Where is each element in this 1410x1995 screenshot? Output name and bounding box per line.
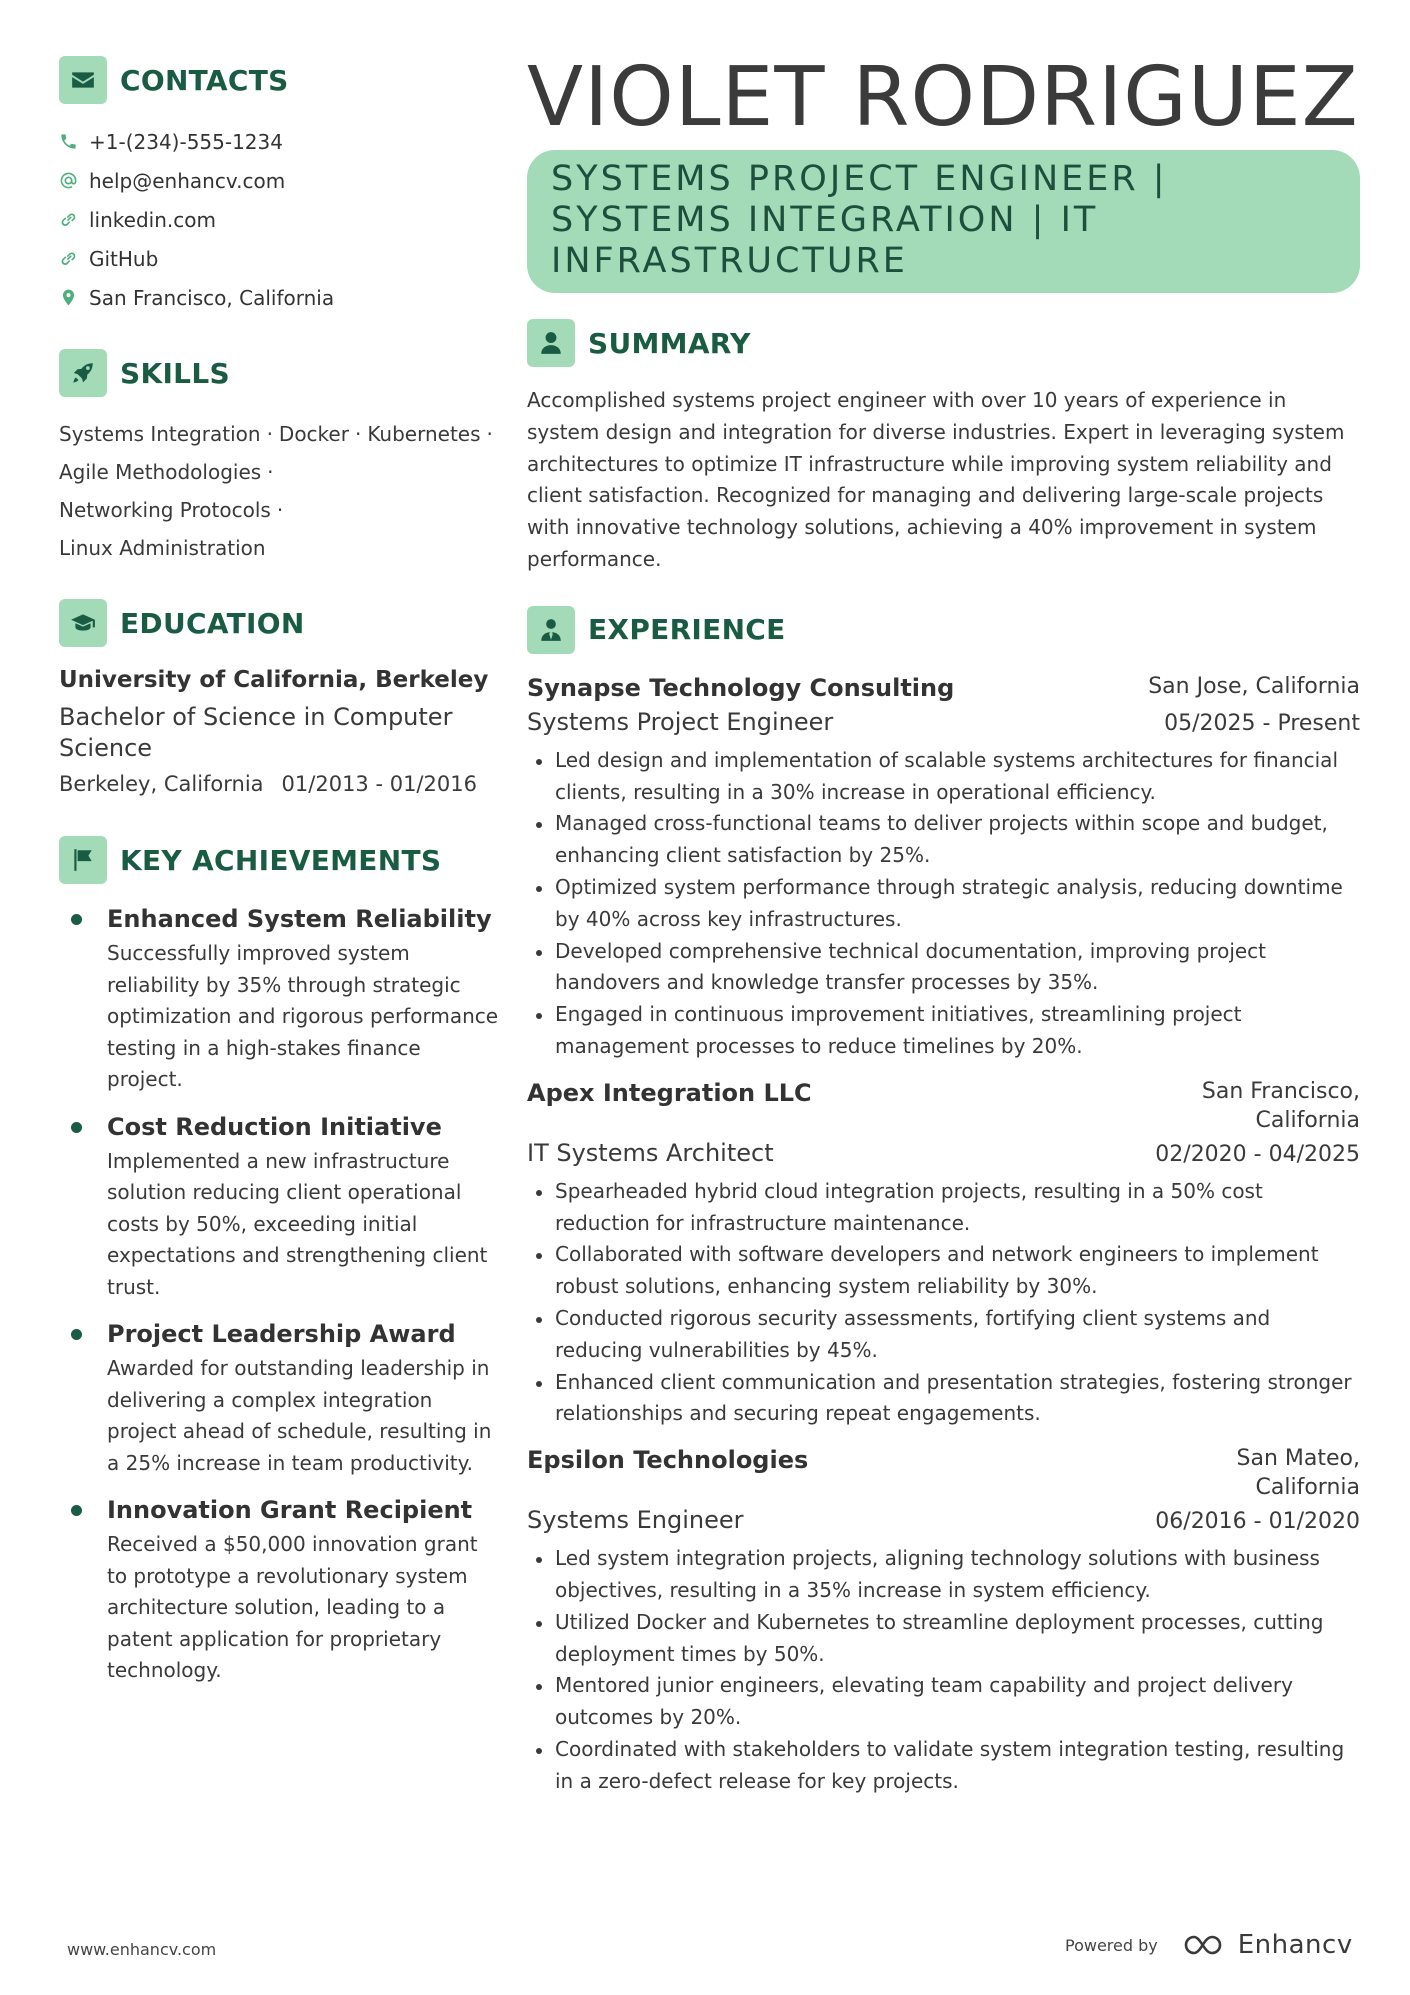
- experience-title: EXPERIENCE: [588, 613, 786, 647]
- user-icon: [527, 319, 575, 367]
- phone-icon: [59, 132, 89, 151]
- bullet-icon: [59, 1493, 107, 1687]
- education-header: [59, 599, 499, 647]
- achievement-item: [59, 1493, 499, 1687]
- job-bullet: Optimized system performance through strategic analysis, reducing downtime by 40% across key infrastructures.: [527, 872, 1360, 936]
- contact-linkedin-text: linkedin.com: [89, 207, 216, 232]
- skills-list: [59, 415, 499, 567]
- job-location: San Mateo, California: [1236, 1446, 1360, 1501]
- job-bullet: Engaged in continuous improvement initiatives, streamlining project management processes to reduce timelines by 20%.: [527, 999, 1360, 1063]
- skill-separator: ·: [266, 422, 273, 446]
- job-role: Systems Engineer: [527, 1506, 744, 1535]
- skills-line: [59, 415, 499, 453]
- job-bullet: Led system integration projects, aligning technology solutions with business objectives, resulting in a 35% increase in system efficiency.: [527, 1543, 1360, 1607]
- job-entry: [527, 1077, 1360, 1430]
- edu-location: Berkeley, California: [59, 772, 264, 796]
- achievement-item: [59, 1317, 499, 1479]
- job-dates: 06/2016 - 01/2020: [1155, 1509, 1360, 1535]
- job-location: San Jose, California: [1148, 673, 1360, 699]
- achievement-desc: Implemented a new infrastructure solution reducing client operational costs by 50%, exceeding initial expectations and strengthening client trust.: [107, 1148, 488, 1299]
- skills-line: [59, 453, 499, 491]
- summary-text: Accomplished systems project engineer with over 10 years of experience in system design and integration for diverse industries. Expert in leveraging system architectures to optimize IT infrastructure while improving system reliability and client satisfaction. Recognized for managing and delivering large-scale projects with innovative technology solutions, achieving a 40% improvement in system performance.: [527, 388, 1345, 571]
- job-company: Apex Integration LLC: [527, 1078, 812, 1107]
- bullet-icon: [59, 1110, 107, 1304]
- footer-website[interactable]: www.enhancv.com: [67, 1940, 217, 1959]
- job-bullet: Mentored junior engineers, elevating team capability and project delivery outcomes by 20%.: [527, 1670, 1360, 1734]
- skill-separator: ·: [276, 498, 284, 522]
- job-bullet: Managed cross-functional teams to deliver projects within scope and budget, enhancing client satisfaction by 25%.: [527, 808, 1360, 872]
- footer-branding[interactable]: [1065, 1930, 1353, 1960]
- rocket-icon: [59, 349, 107, 397]
- skill-item: Systems Integration: [59, 422, 261, 446]
- job-bullet: Collaborated with software developers and network engineers to implement robust solutions, enhancing system reliability by 30%.: [527, 1239, 1360, 1303]
- contacts-header: [59, 56, 499, 104]
- skill-separator: ·: [354, 422, 362, 446]
- skill-item: Kubernetes: [367, 422, 481, 446]
- job-bullets: [527, 745, 1360, 1063]
- job-bullet: Developed comprehensive technical documentation, improving project handovers and knowledge transfer processes by 35%.: [527, 936, 1360, 1000]
- candidate-name: VIOLET RODRIGUEZ: [527, 50, 1359, 145]
- edu-meta: [59, 772, 499, 796]
- education-entry: [59, 665, 499, 796]
- link-icon: [59, 210, 89, 229]
- job-entry: [527, 672, 1360, 1063]
- candidate-title-banner: SYSTEMS PROJECT ENGINEER | SYSTEMS INTEGRATION | IT INFRASTRUCTURE: [527, 150, 1360, 293]
- skills-title: SKILLS: [120, 356, 230, 390]
- contact-linkedin[interactable]: [59, 200, 499, 239]
- skills-line: [59, 529, 499, 567]
- job-dates: 05/2025 - Present: [1164, 710, 1360, 736]
- contacts-title: CONTACTS: [120, 63, 289, 97]
- skills-line: [59, 491, 499, 529]
- job-role: Systems Project Engineer: [527, 707, 834, 736]
- contact-email[interactable]: [59, 161, 499, 200]
- skill-separator: ·: [486, 422, 493, 446]
- contact-email-text: help@enhancv.com: [89, 168, 286, 193]
- edu-degree: Bachelor of Science in Computer Science: [59, 703, 453, 762]
- contact-location: [59, 278, 499, 317]
- contact-phone-text: +1-(234)-555-1234: [89, 129, 283, 154]
- location-pin-icon: [59, 288, 89, 307]
- summary-title: SUMMARY: [588, 326, 751, 360]
- experience-header: [527, 606, 1360, 654]
- powered-by-label: Powered by: [1065, 1935, 1158, 1955]
- left-column: [59, 56, 499, 1701]
- achievement-title: Cost Reduction Initiative: [107, 1112, 442, 1141]
- job-company: Epsilon Technologies: [527, 1446, 809, 1475]
- achievement-desc: Awarded for outstanding leadership in delivering a complex integration project ahead of schedule, resulting in a 25% increase in team productivity.: [107, 1356, 492, 1475]
- right-column: [527, 50, 1360, 1812]
- skill-separator: ·: [267, 460, 274, 484]
- job-bullet: Enhanced client communication and presentation strategies, fostering stronger relationships and securing repeat engagements.: [527, 1367, 1360, 1431]
- flag-icon: [59, 836, 107, 884]
- achievement-item: [59, 902, 499, 1096]
- at-icon: [59, 171, 89, 190]
- job-bullets: [527, 1176, 1360, 1430]
- achievements-list: [59, 902, 499, 1687]
- contact-github[interactable]: [59, 239, 499, 278]
- enhancv-logo-icon: [1182, 1932, 1230, 1958]
- businessman-icon: [527, 606, 575, 654]
- job-dates: 02/2020 - 04/2025: [1155, 1141, 1360, 1167]
- job-company: Synapse Technology Consulting: [527, 673, 955, 702]
- job-bullet: Coordinated with stakeholders to validate system integration testing, resulting in a zero-defect release for key projects.: [527, 1734, 1360, 1798]
- enhancv-brand-text: Enhancv: [1237, 1930, 1353, 1960]
- contact-location-text: San Francisco, California: [89, 285, 335, 310]
- achievements-header: [59, 836, 499, 884]
- contact-phone[interactable]: [59, 122, 499, 161]
- job-entry: [527, 1444, 1360, 1797]
- job-bullet: Conducted rigorous security assessments, fortifying client systems and reducing vulnerabilities by 45%.: [527, 1303, 1360, 1367]
- skill-item: Docker: [278, 422, 349, 446]
- skills-header: [59, 349, 499, 397]
- achievement-item: [59, 1110, 499, 1304]
- envelope-icon: [59, 56, 107, 104]
- edu-school: University of California, Berkeley: [59, 667, 489, 693]
- job-bullets: [527, 1543, 1360, 1797]
- summary-header: [527, 319, 1360, 367]
- education-title: EDUCATION: [120, 606, 305, 640]
- bullet-icon: [59, 902, 107, 1096]
- job-bullet: Led design and implementation of scalable systems architectures for financial clients, resulting in a 30% increase in operational efficiency.: [527, 745, 1360, 809]
- achievement-title: Project Leadership Award: [107, 1320, 456, 1348]
- job-bullet: Spearheaded hybrid cloud integration projects, resulting in a 50% cost reduction for infrastructure maintenance.: [527, 1176, 1360, 1240]
- contact-list: [59, 122, 499, 317]
- achievements-title: KEY ACHIEVEMENTS: [120, 843, 442, 877]
- graduation-cap-icon: [59, 599, 107, 647]
- skill-item: Linux Administration: [59, 536, 266, 560]
- enhancv-logo: [1182, 1930, 1353, 1960]
- achievement-title: Enhanced System Reliability: [107, 905, 492, 933]
- edu-dates: 01/2013 - 01/2016: [281, 772, 477, 796]
- job-bullet: Utilized Docker and Kubernetes to streamline deployment processes, cutting deployment times by 50%.: [527, 1607, 1360, 1671]
- job-role: IT Systems Architect: [527, 1138, 774, 1167]
- achievement-desc: Received a $50,000 innovation grant to prototype a revolutionary system architecture solution, leading to a patent application for proprietary technology.: [107, 1532, 478, 1682]
- job-location: San Francisco, California: [1201, 1078, 1360, 1133]
- achievement-desc: Successfully improved system reliability by 35% through strategic optimization and rigorous performance testing in a high-stakes finance project.: [107, 941, 499, 1091]
- skill-item: Networking Protocols: [59, 498, 271, 522]
- achievement-title: Innovation Grant Recipient: [107, 1496, 473, 1524]
- contact-github-text: GitHub: [89, 246, 159, 271]
- link-icon: [59, 249, 89, 268]
- bullet-icon: [59, 1317, 107, 1479]
- skill-item: Agile Methodologies: [59, 460, 262, 484]
